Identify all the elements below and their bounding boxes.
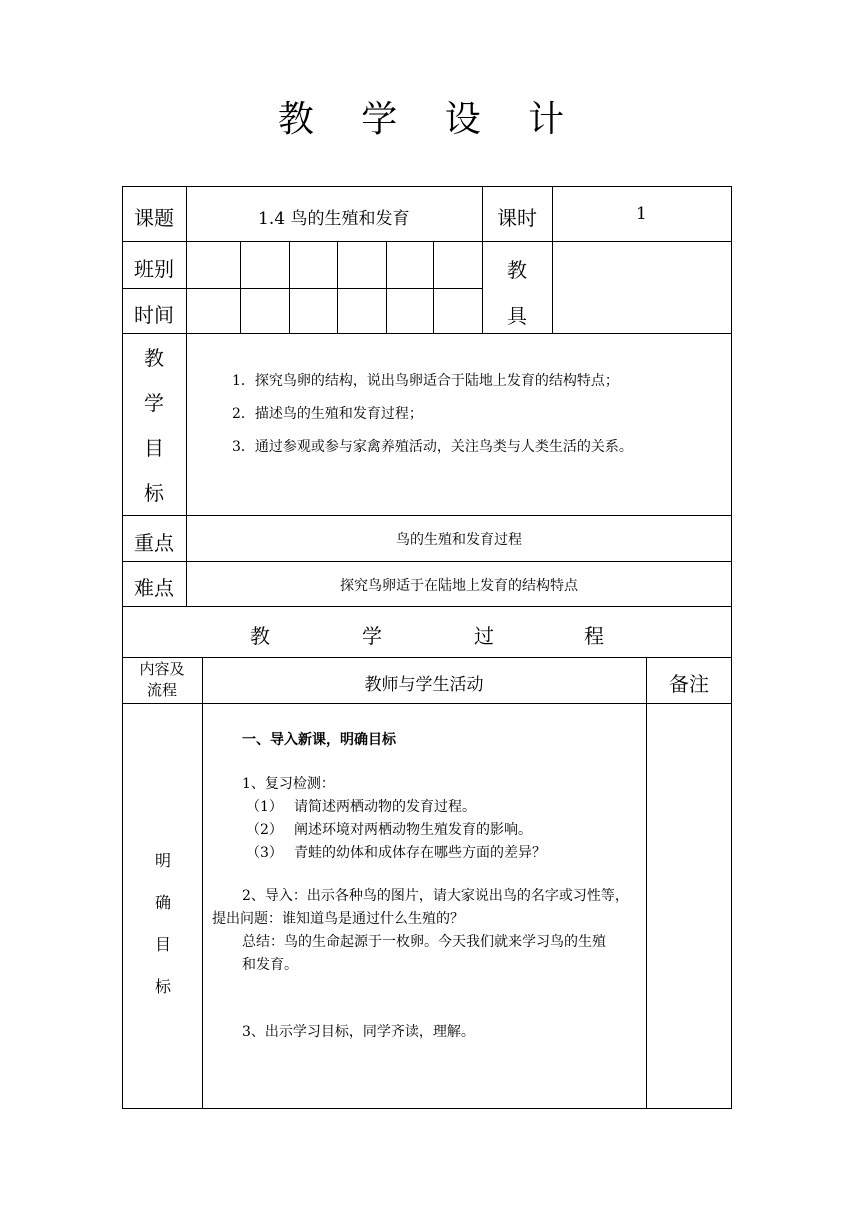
topic-label: 课题 — [134, 206, 174, 230]
column-header-content: 内容及 流程 — [139, 660, 185, 699]
summary-line: 总结：鸟的生命起源于一枚卵。今天我们就来学习鸟的生殖 — [242, 934, 606, 950]
summary-line: 和发育。 — [242, 957, 298, 973]
intro-line: 2、导入：出示各种鸟的图片，请大家说出鸟的名字或习性等， — [242, 888, 629, 904]
key-point-label: 重点 — [134, 531, 174, 555]
stage-label: 明 确 目 标 — [154, 851, 171, 996]
objective-item: 1．探究鸟卵的结构，说出鸟卵适合于陆地上发育的结构特点； — [232, 373, 619, 389]
process-title-char: 教 — [250, 624, 270, 648]
review-item-text: 青蛙的幼体和成体存在哪些方面的差异？ — [294, 845, 546, 861]
key-point-value: 鸟的生殖和发育过程 — [396, 532, 522, 548]
column-header-activity: 教师与学生活动 — [364, 675, 484, 695]
teaching-aids-label-1: 教 — [507, 258, 527, 282]
review-item-number: （1） — [246, 799, 283, 815]
period-value: 1 — [636, 204, 647, 224]
review-item-number: （2） — [246, 822, 283, 838]
process-title-char: 过 — [474, 624, 494, 648]
process-title-char: 程 — [584, 624, 604, 648]
objective-item: 2．描述鸟的生殖和发育过程； — [232, 406, 423, 422]
review-item-text: 阐述环境对两栖动物生殖发育的影响。 — [294, 822, 532, 838]
objective-item: 3．通过参观或参与家禽养殖活动，关注鸟类与人类生活的关系。 — [232, 439, 633, 455]
lesson-table — [122, 186, 732, 1109]
document-title: 教 学 设 计 — [277, 99, 583, 140]
difficulty-value: 探究鸟卵适于在陆地上发育的结构特点 — [340, 578, 578, 594]
process-title-char: 学 — [362, 624, 382, 648]
difficulty-label: 难点 — [134, 576, 174, 600]
teaching-aids-label-2: 具 — [507, 304, 527, 328]
column-header-notes: 备注 — [669, 672, 709, 696]
objectives-label: 教 学 目 标 — [144, 346, 164, 505]
section-heading: 一、导入新课，明确目标 — [242, 732, 396, 748]
goals-line: 3、出示学习目标，同学齐读，理解。 — [242, 1024, 475, 1040]
review-item-number: （3） — [246, 845, 283, 861]
review-item-text: 请简述两栖动物的发育过程。 — [294, 799, 476, 815]
class-label: 班别 — [134, 257, 174, 281]
time-label: 时间 — [134, 303, 174, 327]
review-heading: 1、复习检测： — [242, 776, 335, 792]
topic-value: 1.4 鸟的生殖和发育 — [258, 209, 410, 229]
intro-line: 提出问题：谁知道鸟是通过什么生殖的？ — [212, 911, 464, 927]
period-label: 课时 — [497, 206, 537, 230]
